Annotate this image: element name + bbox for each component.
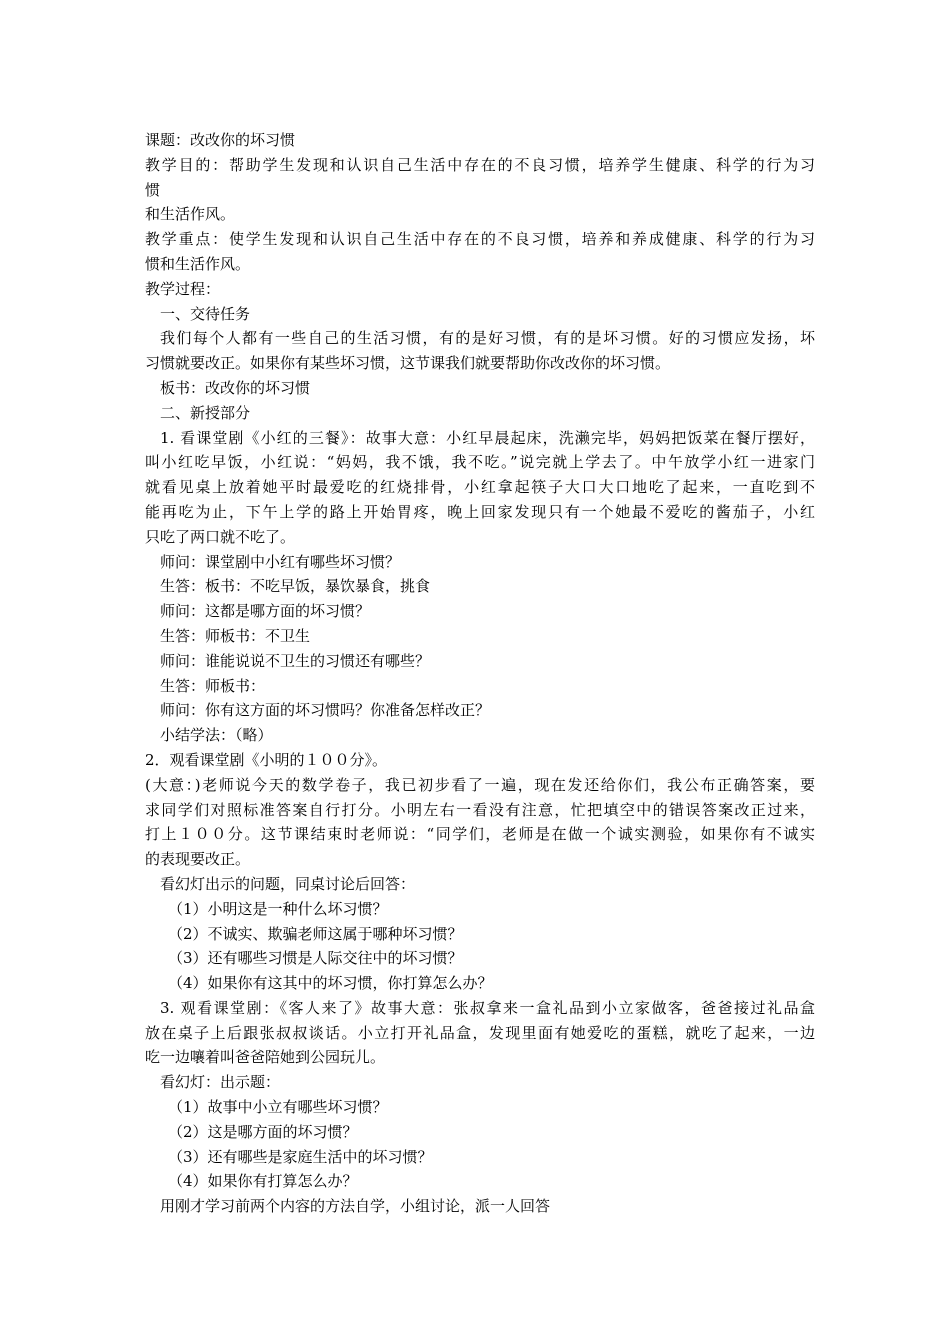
text-line: （3）还有哪些是家庭生活中的坏习惯？ [168,1147,433,1166]
text-line: （4）如果你有打算怎么办？ [168,1172,358,1191]
text-line: 看幻灯出示的问题，同桌讨论后回答： [160,874,416,893]
text-line: 教学过程： [145,279,221,298]
text-line: 和生活作风。 [145,205,236,224]
text-line: 师问：课堂剧中小红有哪些坏习惯？ [160,552,401,571]
text-line: 课题：改改你的坏习惯 [145,131,296,149]
text-line: （4）如果你有这其中的坏习惯，你打算怎么办？ [168,974,493,993]
text-line: 看幻灯：出示题： [160,1073,281,1092]
text-line: 就看见桌上放着她平时最爱吃的红烧排骨，小红拿起筷子大口大口地吃了起来，一直吃到不 [145,478,815,497]
document-page [145,128,815,1219]
text-line: （2）不诚实、欺骗老师这属于哪种坏习惯？ [168,924,463,943]
text-line: （3）还有哪些习惯是人际交往中的坏习惯？ [168,949,463,968]
text-line: 一、交待任务 [160,304,251,323]
text-line: 惯 [145,180,161,199]
text-line: 板书：改改你的坏习惯 [160,378,311,397]
text-line: 教学目的：帮助学生发现和认识自己生活中存在的不良习惯，培养学生健康、科学的行为习 [145,155,815,174]
text-line: 放在桌子上后跟张叔叔谈话。小立打开礼品盒，发现里面有她爱吃的蛋糕，就吃了起来，一边 [145,1023,815,1042]
text-line: 的表现要改正。 [145,850,251,869]
text-line: 生答：师板书： [160,676,266,695]
text-line: 用刚才学习前两个内容的方法自学，小组讨论，派一人回答 [160,1197,551,1216]
text-line: 求同学们对照标准答案自行打分。小明左右一看没有注意，忙把填空中的错误答案改正过来， [145,800,815,819]
text-line: 叫小红吃早饭，小红说：“妈妈，我不饿，我不吃。”说完就上学去了。中午放学小红一进家门 [145,453,815,472]
text-line: 吃一边嚷着叫爸爸陪她到公园玩儿。 [145,1048,386,1067]
text-line: 3. 观看课堂剧：《客人来了》故事大意：张叔拿来一盒礼品到小立家做客，爸爸接过礼品盒 [160,998,815,1017]
text-line: 小结学法：（略） [160,726,273,745]
text-line: （1）故事中小立有哪些坏习惯？ [168,1098,388,1117]
text-line: 能再吃为止，下午上学的路上开始胃疼，晚上回家发现只有一个她最不爱吃的酱茄子，小红 [145,502,815,521]
text-line: 2．观看课堂剧《小明的１００分》。 [145,750,388,769]
text-line: 1. 看课堂剧《小红的三餐》：故事大意：小红早晨起床，洗濑完毕，妈妈把饭菜在餐厅摆好， [160,428,815,447]
text-line: 我们每个人都有一些自己的生活习惯，有的是好习惯，有的是坏习惯。好的习惯应发扬，坏 [160,329,815,348]
text-line: （1）小明这是一种什么坏习惯？ [168,899,388,918]
text-line: (大意：)老师说今天的数学卷子，我已初步看了一遍，现在发还给你们，我公布正确答案，要 [145,775,815,794]
text-line: 师问：谁能说说不卫生的习惯还有哪些？ [160,651,431,670]
text-line: 习惯就要改正。如果你有某些坏习惯，这节课我们就要帮助你改改你的坏习惯。 [145,354,671,373]
text-line: 教学重点：使学生发现和认识自己生活中存在的不良习惯，培养和养成健康、科学的行为习 [145,230,815,249]
text-line: 师问：这都是哪方面的坏习惯？ [160,602,371,621]
text-line: 打上１００分。这节课结束时老师说：“同学们，老师是在做一个诚实测验，如果你有不诚实 [145,825,815,844]
text-line: 生答：板书：不吃早饭，暴饮暴食，挑食 [160,577,431,596]
text-line: （2）这是哪方面的坏习惯？ [168,1122,358,1141]
text-line: 只吃了两口就不吃了。 [145,527,296,546]
text-line: 惯和生活作风。 [145,254,251,273]
text-line: 二、新授部分 [160,403,251,422]
text-line: 生答：师板书：不卫生 [160,626,311,645]
text-line: 师问：你有这方面的坏习惯吗？你准备怎样改正？ [160,701,491,720]
